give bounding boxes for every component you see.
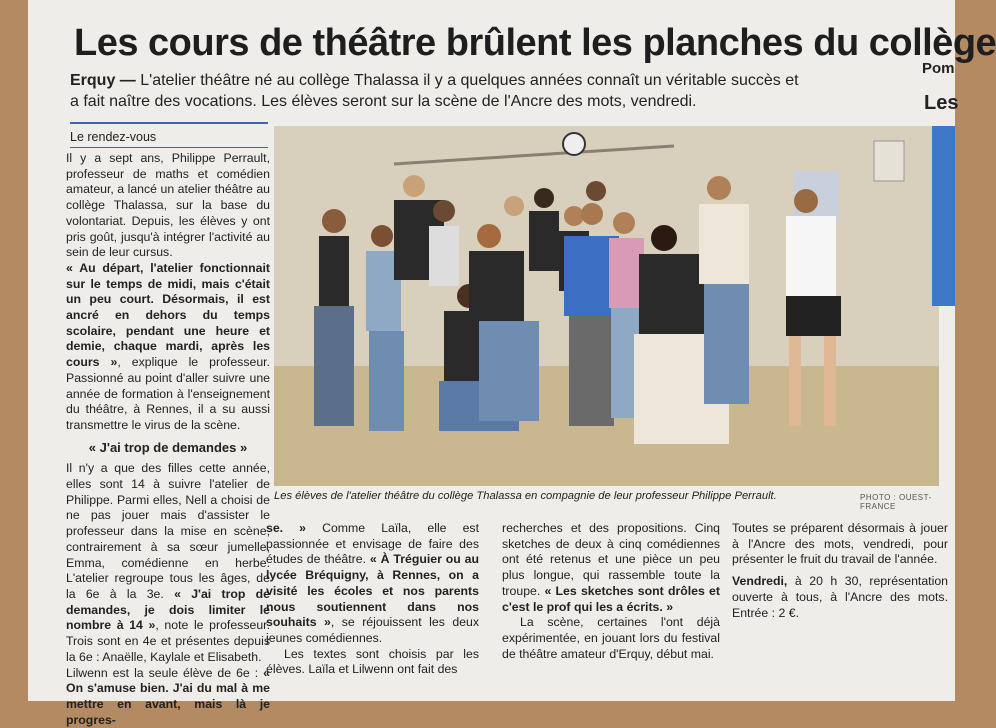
paragraph (502, 521, 720, 615)
paragraph: Il y a sept ans, Philippe Perrault, professeur de maths et comédien amateur, a lancé un atelier théâtre au collège Thalassa, sur la base du volontariat. Depuis, les élèves y ont pris goût, jusqu'à intégrer l'activité au sein de leur cursus. (66, 151, 270, 261)
newspaper-page (28, 0, 955, 701)
column-2 (266, 521, 479, 678)
paragraph (732, 574, 948, 621)
quote: « À Tréguier ou au lycée Bréquigny, à Rennes, on a visité les écoles et nos parents nous soutiennent dans nos souhaits » (266, 552, 479, 629)
paragraph (66, 666, 270, 728)
column-4 (732, 521, 948, 621)
group-photo (274, 126, 939, 486)
paragraph-text: Il n'y a que des filles cette année, elles sont 14 à suivre l'atelier de Philippe. Parmi elles, Nell a choisi de ne pas jouer mais d'assister le professeur dans la mise en scène, contrairement à sa sœur jumelle, Emma, comédienne en herbe. L'atelier regroupe tous les âges, de la 6e à la 3e. (66, 461, 270, 601)
adjacent-article-word: Pom (922, 60, 955, 77)
quote: se. » (266, 521, 306, 535)
quote: « Au départ, l'atelier fonctionnait sur le temps de midi, mais c'était un peu court. Désormais, il est ancré en dehors du temps scolaire, pendant une heure et demie, chaque mardi, après les cours » (66, 261, 270, 369)
headline: Les cours de théâtre brûlent les planches du collège (74, 22, 996, 65)
intertitle: « J'ai trop de demandes » (66, 440, 270, 456)
photo-credit: PHOTO : OUEST-FRANCE (860, 493, 955, 511)
event-details: à 20 h 30, représentation ouverte à tous, à l'Ancre des mots. Entrée : 2 €. (732, 574, 948, 619)
quote: « J'ai trop de demandes, je dois limiter le nombre à 14 » (66, 587, 270, 632)
column-1 (66, 151, 270, 728)
kicker-underline (70, 147, 268, 148)
lede (70, 70, 810, 112)
paragraph: Toutes se préparent désormais à jouer à l'Ancre des mots, vendredi, pour présenter le fruit du travail de l'année. (732, 521, 948, 568)
paragraph-text: , explique le professeur. Passionné au point d'aller suivre une année de formation à l'enseignement du théâtre, à Rennes, il a su aussi transmettre le virus de la scène. (66, 355, 270, 432)
paragraph-text: Comme Laïla, elle est passionnée et envisage de faire des études de théâtre. (266, 521, 479, 566)
paragraph: Les textes sont choisis par les élèves. Laïla et Lilwenn ont fait des (266, 647, 479, 678)
paragraph (66, 461, 270, 665)
paragraph-text: , note le professeur. Trois sont en 4e et présentes depuis la 6e : Anaëlle, Kaylale et Elisabeth. (66, 618, 270, 663)
paragraph (66, 261, 270, 434)
photo-caption: Les élèves de l'atelier théâtre du collège Thalassa en compagnie de leur professeur Philippe Perrault. (274, 490, 834, 502)
adjacent-article-title: Les (924, 92, 958, 115)
kicker-rule (70, 122, 268, 124)
paragraph-text: recherches et des propositions. Cinq sketches de deux à cinq comédiennes ont été retenus et une pièce un peu plus longue, qui rassemble toute la troupe. (502, 521, 720, 598)
group-photo-icon (274, 126, 939, 486)
dateline: Erquy — (70, 72, 136, 89)
quote: « On s'amuse bien. J'ai du mal à me mettre en avant, mais là je progres- (66, 666, 270, 727)
paragraph-text: , se réjouissent les deux jeunes comédiennes. (266, 615, 479, 645)
quote: « Les sketches sont drôles et c'est le prof qui les a écrits. » (502, 584, 720, 614)
paragraph: La scène, certaines l'ont déjà expérimentée, en jouant lors du festival de théâtre amateur d'Erquy, début mai. (502, 615, 720, 662)
column-3 (502, 521, 720, 662)
paragraph-text: Lilwenn est la seule élève de 6e : (66, 666, 258, 680)
lede-text: L'atelier théâtre né au collège Thalassa il y a quelques années connaît un véritable succès et a fait naître des vocations. Les élèves seront sur la scène de l'Ancre des mots, vendredi. (70, 72, 799, 110)
kicker: Le rendez-vous (70, 130, 156, 144)
adjacent-photo (932, 126, 955, 306)
paragraph (266, 521, 479, 647)
event-day: Vendredi, (732, 574, 787, 588)
